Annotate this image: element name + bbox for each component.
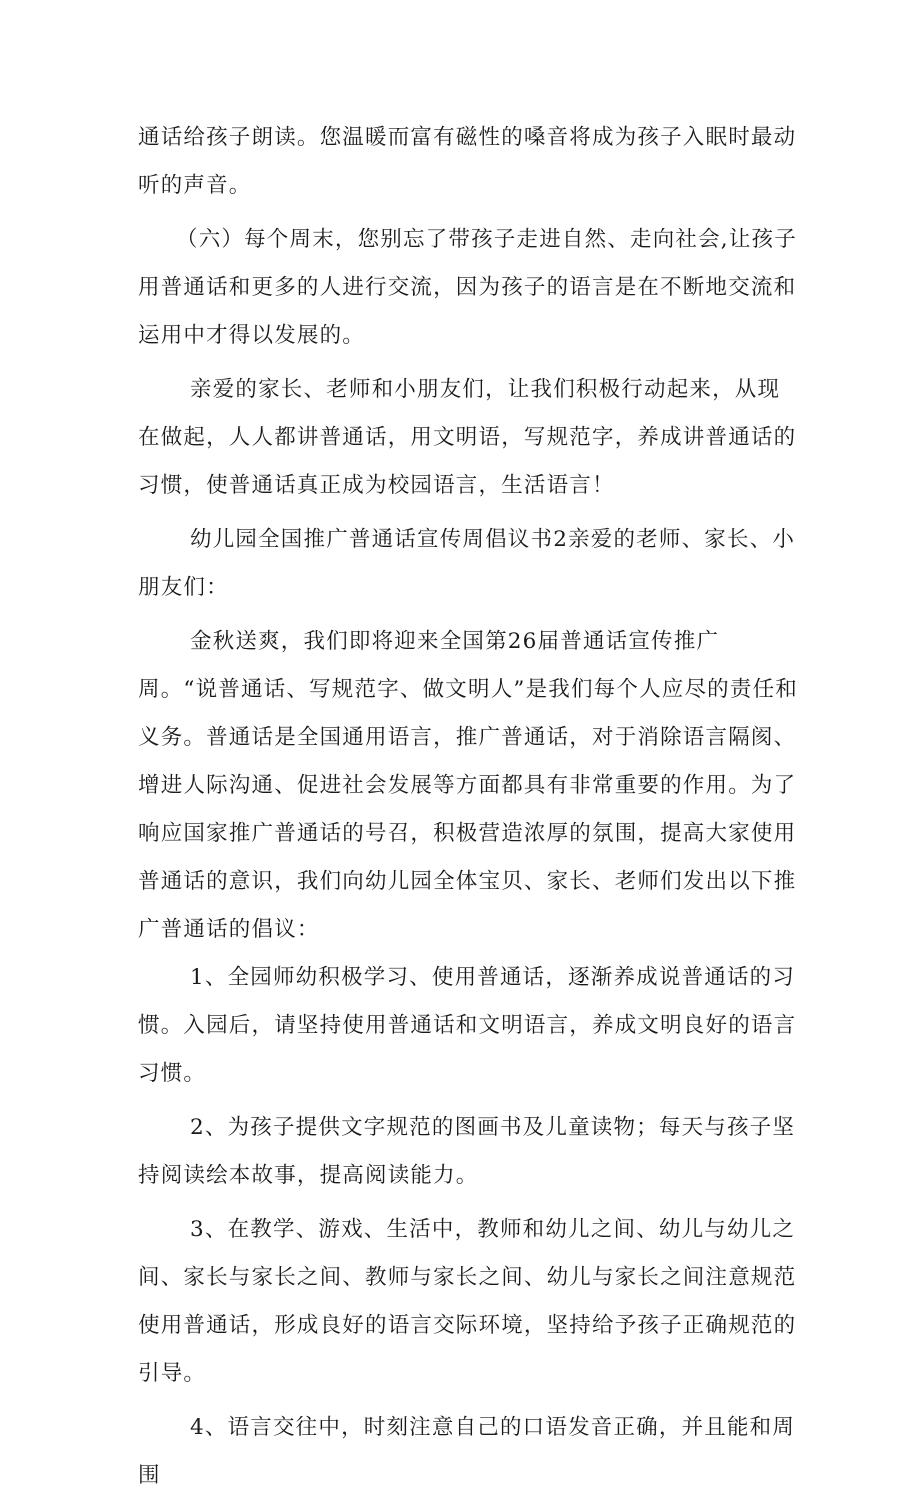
document-body <box>138 114 798 1500</box>
paragraph-item-3: 3、在教学、游戏、生活中，教师和幼儿之间、幼儿与幼儿之间、家长与家长之间、教师与家长之间、幼儿与家长之间注意规范使用普通话，形成良好的语言交际环境，坚持给予孩子正确规范的引导。 <box>138 1217 797 1386</box>
paragraph-heading-proposal-2: 幼儿园全国推广普通话宣传周倡议书2亲爱的老师、家长、小朋友们： <box>138 527 796 600</box>
paragraph-item-4: 4、语言交往中，时刻注意自己的口语发音正确，并且能和周围 <box>138 1415 796 1488</box>
paragraph-appeal: 亲爱的家长、老师和小朋友们，让我们积极行动起来，从现在做起，人人都讲普通话，用文明语，写规范字，养成讲普通话的习惯，使普通话真正成为校园语言，生活语言！ <box>138 377 797 498</box>
paragraph-continuation: 通话给孩子朗读。您温暖而富有磁性的嗓音将成为孩子入眠时最动听的声音。 <box>138 125 797 198</box>
paragraph-item-six: （六）每个周末，您别忘了带孩子走进自然、走向社会,让孩子用普通话和更多的人进行交流，因为孩子的语言是在不断地交流和运用中才得以发展的。 <box>138 227 797 348</box>
paragraph-item-1: 1、全园师幼积极学习、使用普通话，逐渐养成说普通话的习惯。入园后，请坚持使用普通话和文明语言，养成文明良好的语言习惯。 <box>138 965 797 1086</box>
paragraph-introduction: 金秋送爽，我们即将迎来全国第26届普通话宣传推广周。“说普通话、写规范字、做文明人”是我们每个人应尽的责任和义务。普通话是全国通用语言，推广普通话，对于消除语言隔阂、增进人际沟通、促进社会发展等方面都具有非常重要的作用。为了响应国家推广普通话的号召，积极营造浓厚的氛围，提高大家使用普通话的意识，我们向幼儿园全体宝贝、家长、老师们发出以下推广普通话的倡议： <box>138 629 798 942</box>
paragraph-item-2: 2、为孩子提供文字规范的图画书及儿童读物；每天与孩子坚持阅读绘本故事，提高阅读能力。 <box>138 1115 796 1188</box>
